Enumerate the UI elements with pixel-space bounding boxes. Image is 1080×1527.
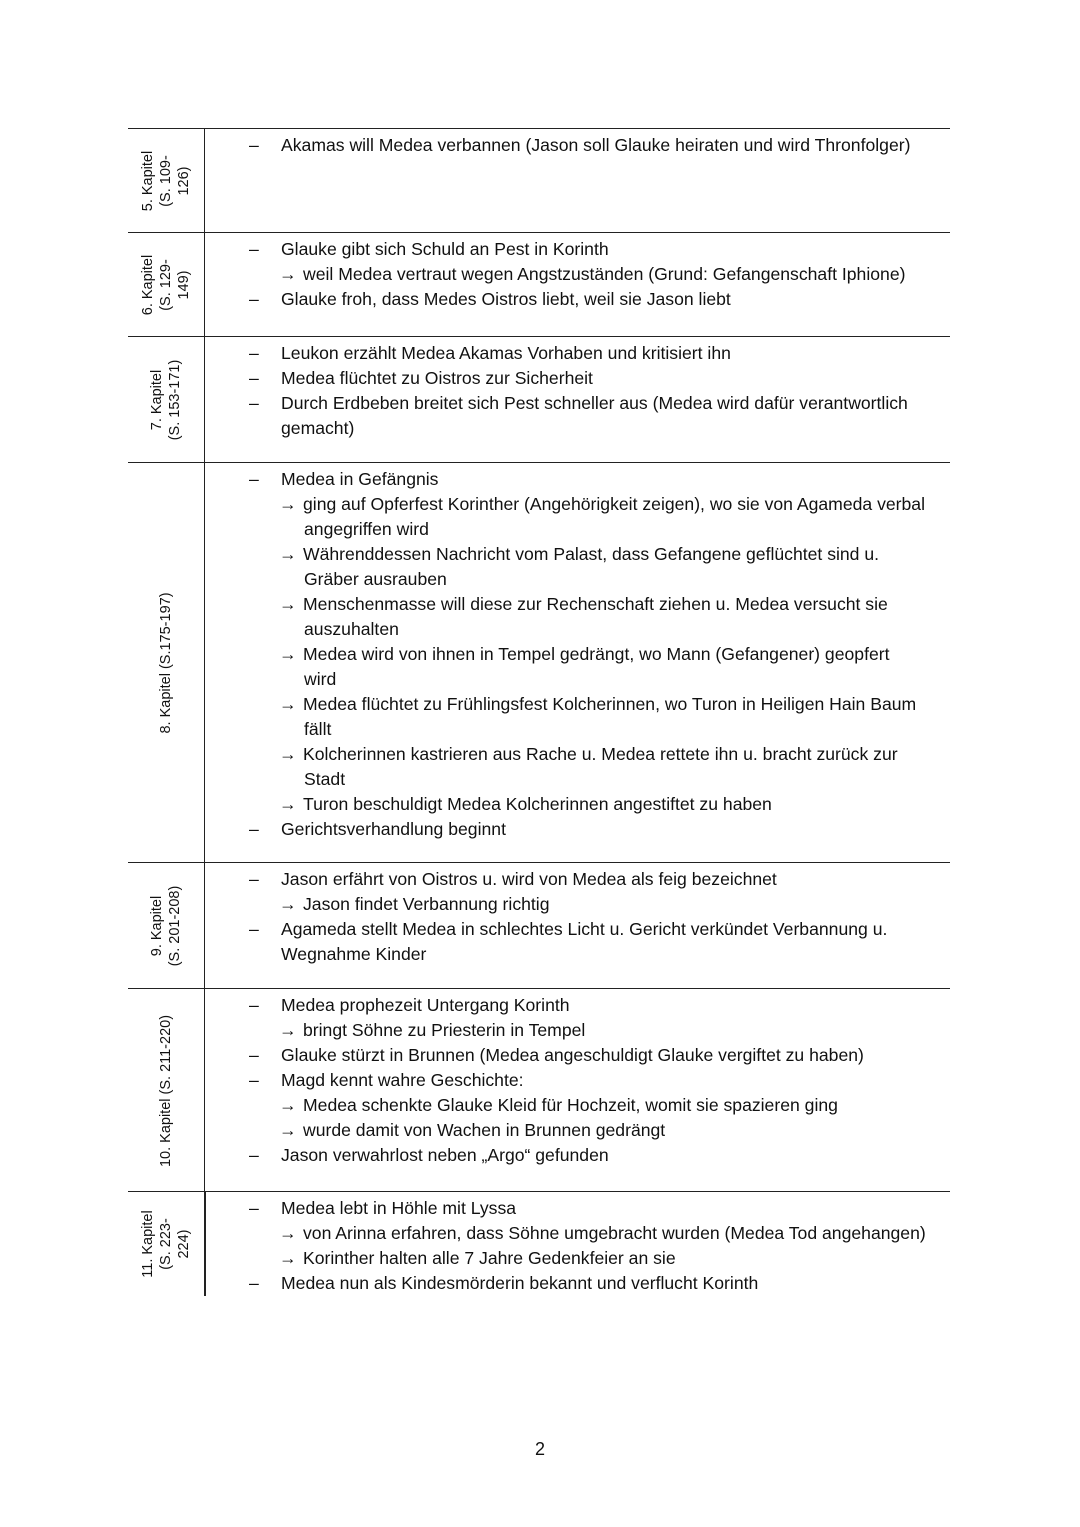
- arrow-item: [204, 1221, 950, 1246]
- arrow-item-text: weil Medea vertraut wegen Angstzuständen (Grund: Gefangenschaft Iphione): [303, 264, 906, 284]
- arrow-continuation: auszuhalten: [304, 619, 399, 639]
- arrow-continuation: angegriffen wird: [304, 519, 429, 539]
- chapter-content: [204, 233, 950, 312]
- arrow-item: [204, 642, 950, 667]
- bullet-item: – Jason erfährt von Oistros u. wird von Medea als feig bezeichnet: [204, 867, 950, 892]
- chapter-label-cell: [128, 463, 205, 863]
- arrow-item: [204, 692, 950, 717]
- chapter-label-line: (S. 223-: [158, 1218, 174, 1270]
- arrow-right-icon: →: [279, 1120, 297, 1140]
- arrow-item: [204, 1018, 950, 1043]
- chapter-label-line: 149): [176, 270, 192, 300]
- chapter-content: [204, 129, 950, 158]
- chapter-label-line: (S. 201-208): [167, 885, 183, 967]
- arrow-item-text: Korinther halten alle 7 Jahre Gedenkfeier an sie: [303, 1248, 676, 1268]
- chapter-row: [128, 232, 950, 337]
- chapter-label-line: 10. Kapitel (S. 211-220): [158, 1014, 174, 1167]
- chapter-label-cell: [128, 989, 205, 1192]
- chapter-row: [128, 1191, 950, 1296]
- arrow-right-icon: →: [279, 1248, 297, 1268]
- chapter-label: [148, 360, 184, 441]
- chapter-label: [139, 1210, 193, 1277]
- chapter-content: [204, 463, 950, 842]
- chapter-label-line: (S. 109-: [158, 155, 174, 207]
- chapter-label-line: 224): [176, 1229, 192, 1259]
- chapter-label-line: (S. 129-: [158, 259, 174, 311]
- arrow-right-icon: →: [279, 264, 297, 284]
- chapter-label: [139, 151, 193, 211]
- arrow-right-icon: →: [279, 1223, 297, 1243]
- arrow-item-text: Medea schenkte Glauke Kleid für Hochzeit, womit sie spazieren ging: [303, 1095, 838, 1115]
- chapter-row: [128, 462, 950, 863]
- arrow-right-icon: →: [279, 544, 297, 564]
- arrow-continuation: Gräber ausrauben: [304, 569, 447, 589]
- bullet-item: – Gerichtsverhandlung beginnt: [204, 817, 950, 842]
- chapter-label: [157, 1014, 175, 1166]
- arrow-item: [204, 1093, 950, 1118]
- chapter-row: [128, 862, 950, 989]
- chapter-label-cell: [128, 863, 205, 989]
- chapter-label-line: 9. Kapitel: [149, 895, 165, 957]
- chapter-label-cell: [128, 337, 205, 463]
- bullet-item: – Durch Erdbeben breitet sich Pest schneller aus (Medea wird dafür verantwortlich: [204, 391, 950, 416]
- chapter-label-line: 126): [176, 166, 192, 196]
- chapter-label-line: 5. Kapitel: [140, 150, 156, 212]
- page-number: 2: [534, 1439, 545, 1459]
- bullet-continuation: Wegnahme Kinder: [281, 944, 427, 964]
- arrow-continuation: Stadt: [304, 769, 346, 789]
- chapter-label: [157, 592, 175, 733]
- arrow-item-text: Menschenmasse will diese zur Rechenschaft ziehen u. Medea versucht sie: [303, 594, 888, 614]
- arrow-item: [204, 1118, 950, 1143]
- chapter-label-line: (S. 153-171): [167, 359, 183, 441]
- arrow-item-text: Währenddessen Nachricht vom Palast, dass Gefangene geflüchtet sind u.: [303, 544, 880, 564]
- bullet-item: – Akamas will Medea verbannen (Jason soll Glauke heiraten und wird Thronfolger): [204, 133, 950, 158]
- arrow-item: [204, 742, 950, 767]
- chapter-label-line: 8. Kapitel (S.175-197): [158, 592, 174, 734]
- last-row-divider: [205, 1192, 206, 1296]
- arrow-right-icon: →: [279, 1095, 297, 1115]
- chapter-label-cell: [128, 1192, 205, 1296]
- bullet-item: – Medea lebt in Höhle mit Lyssa: [204, 1196, 950, 1221]
- arrow-item: [204, 892, 950, 917]
- chapter-label-line: 6. Kapitel: [140, 254, 156, 316]
- arrow-item: [204, 792, 950, 817]
- chapter-label-cell: [128, 233, 205, 337]
- arrow-item: [204, 592, 950, 617]
- arrow-right-icon: →: [279, 594, 297, 614]
- arrow-item-text: wurde damit von Wachen in Brunnen gedrängt: [303, 1120, 666, 1140]
- arrow-item: [204, 492, 950, 517]
- arrow-item: [204, 542, 950, 567]
- arrow-item: [204, 262, 950, 287]
- bullet-item: – Jason verwahrlost neben „Argo“ gefunden: [204, 1143, 950, 1168]
- arrow-item-text: Jason findet Verbannung richtig: [303, 894, 550, 914]
- chapter-label: [148, 886, 184, 967]
- chapter-content: [204, 989, 950, 1168]
- bullet-item: – Medea nun als Kindesmörderin bekannt und verflucht Korinth: [204, 1271, 950, 1296]
- arrow-item-text: ging auf Opferfest Korinther (Angehörigkeit zeigen), wo sie von Agameda verbal: [303, 494, 926, 514]
- bullet-item: – Medea flüchtet zu Oistros zur Sicherheit: [204, 366, 950, 391]
- chapter-label: [139, 255, 193, 315]
- bullet-item: – Glauke gibt sich Schuld an Pest in Korinth: [204, 237, 950, 262]
- chapter-content: [204, 863, 950, 967]
- bullet-item: – Medea prophezeit Untergang Korinth: [204, 993, 950, 1018]
- bullet-item: – Medea in Gefängnis: [204, 467, 950, 492]
- arrow-continuation: wird: [304, 669, 337, 689]
- arrow-item-text: bringt Söhne zu Priesterin in Tempel: [303, 1020, 586, 1040]
- chapter-row: [128, 988, 950, 1192]
- arrow-right-icon: →: [279, 894, 297, 914]
- arrow-right-icon: →: [279, 694, 297, 714]
- bullet-item: – Glauke stürzt in Brunnen (Medea angeschuldigt Glauke vergiftet zu haben): [204, 1043, 950, 1068]
- chapter-content: [204, 1192, 950, 1296]
- bullet-continuation: gemacht): [281, 418, 355, 438]
- chapter-label-cell: [128, 129, 205, 233]
- arrow-right-icon: →: [279, 794, 297, 814]
- chapter-row: [128, 128, 950, 233]
- arrow-item-text: von Arinna erfahren, dass Söhne umgebracht wurden (Medea Tod angehangen): [303, 1223, 926, 1243]
- bullet-item: – Agameda stellt Medea in schlechtes Licht u. Gericht verkündet Verbannung u.: [204, 917, 950, 942]
- arrow-right-icon: →: [279, 644, 297, 664]
- arrow-item: [204, 1246, 950, 1271]
- arrow-right-icon: →: [279, 1020, 297, 1040]
- arrow-item-text: Kolcherinnen kastrieren aus Rache u. Medea rettete ihn u. bracht zurück zur: [303, 744, 898, 764]
- arrow-right-icon: →: [279, 744, 297, 764]
- arrow-item-text: Turon beschuldigt Medea Kolcherinnen angestiftet zu haben: [303, 794, 772, 814]
- chapter-label-line: 7. Kapitel: [149, 369, 165, 431]
- arrow-continuation: fällt: [304, 719, 332, 739]
- chapter-content: [204, 337, 950, 441]
- arrow-item-text: Medea wird von ihnen in Tempel gedrängt, wo Mann (Gefangener) geopfert: [303, 644, 890, 664]
- arrow-right-icon: →: [279, 494, 297, 514]
- bullet-item: – Leukon erzählt Medea Akamas Vorhaben und kritisiert ihn: [204, 341, 950, 366]
- chapter-label-line: 11. Kapitel: [140, 1210, 156, 1278]
- bullet-item: – Magd kennt wahre Geschichte:: [204, 1068, 950, 1093]
- bullet-item: – Glauke froh, dass Medes Oistros liebt, weil sie Jason liebt: [204, 287, 950, 312]
- arrow-item-text: Medea flüchtet zu Frühlingsfest Kolcherinnen, wo Turon in Heiligen Hain Baum: [303, 694, 917, 714]
- chapter-row: [128, 336, 950, 463]
